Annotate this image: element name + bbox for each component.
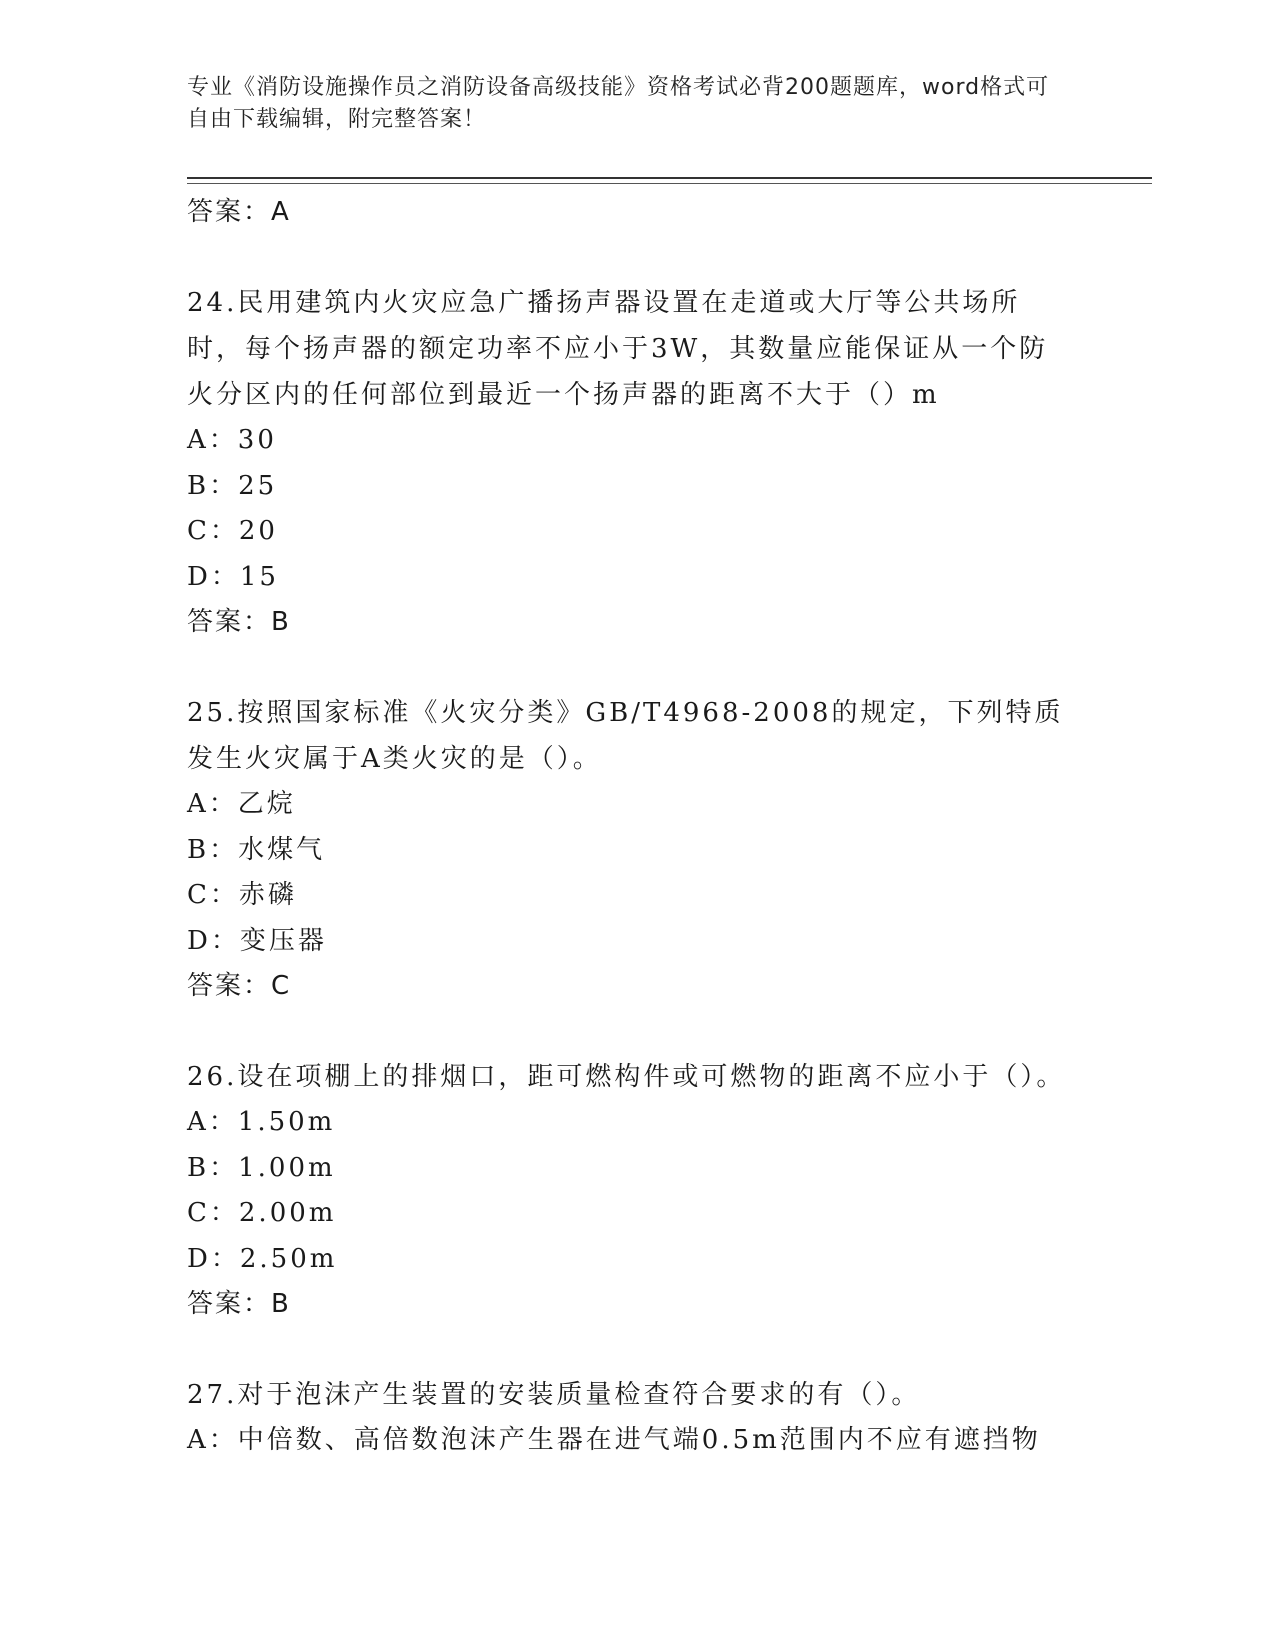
spacer: [187, 1009, 1067, 1054]
option-c: C：2.00m: [187, 1198, 337, 1228]
option-a: A：中倍数、高倍数泡沫产生器在进气端0.5m范围内不应有遮挡物: [187, 1425, 1041, 1455]
question-24: [187, 280, 1067, 645]
answer-line: 答案：B: [187, 1289, 291, 1319]
question-text: 27.对于泡沫产生装置的安装质量检查符合要求的有（）。: [187, 1380, 921, 1410]
question-text: 25.按照国家标准《火灾分类》GB/T4968-2008的规定，下列特质发生火灾属于A类火灾的是（）。: [187, 698, 1064, 774]
header-divider: [187, 177, 1152, 179]
question-27: [187, 1372, 1067, 1464]
answer-line: 答案：A: [187, 197, 291, 227]
question-26: [187, 1054, 1067, 1327]
question-text: 26.设在项棚上的排烟口，距可燃构件或可燃物的距离不应小于（）。: [187, 1062, 1066, 1092]
option-a: A：30: [187, 425, 277, 455]
answer-line: 答案：C: [187, 971, 292, 1001]
option-c: C：赤磷: [187, 880, 297, 910]
spacer: [187, 1327, 1067, 1372]
option-c: C：20: [187, 516, 278, 546]
option-d: D：变压器: [187, 925, 327, 956]
option-a: A：乙烷: [187, 789, 296, 819]
option-b: B：1.00m: [187, 1152, 336, 1183]
option-b: B：25: [187, 470, 278, 501]
document-header: 专业《消防设施操作员之消防设备高级技能》资格考试必背200题题库，word格式可自由下载编辑，附完整答案！: [187, 75, 1050, 132]
option-d: D：2.50m: [187, 1243, 338, 1274]
option-a: A：1.50m: [187, 1107, 336, 1137]
answer-line: 答案：B: [187, 607, 291, 637]
spacer: [187, 235, 1067, 280]
question-25: [187, 690, 1067, 1009]
option-b: B：水煤气: [187, 834, 326, 865]
question-text: 24.民用建筑内火灾应急广播扬声器设置在走道或大厅等公共场所时，每个扬声器的额定功率不应小于3W，其数量应能保证从一个防火分区内的任何部位到最近一个扬声器的距离不大于（）m: [187, 288, 1049, 410]
spacer: [187, 645, 1067, 690]
option-d: D：15: [187, 561, 279, 592]
question-list: [187, 190, 1067, 1464]
header-divider-thin: [187, 183, 1152, 184]
